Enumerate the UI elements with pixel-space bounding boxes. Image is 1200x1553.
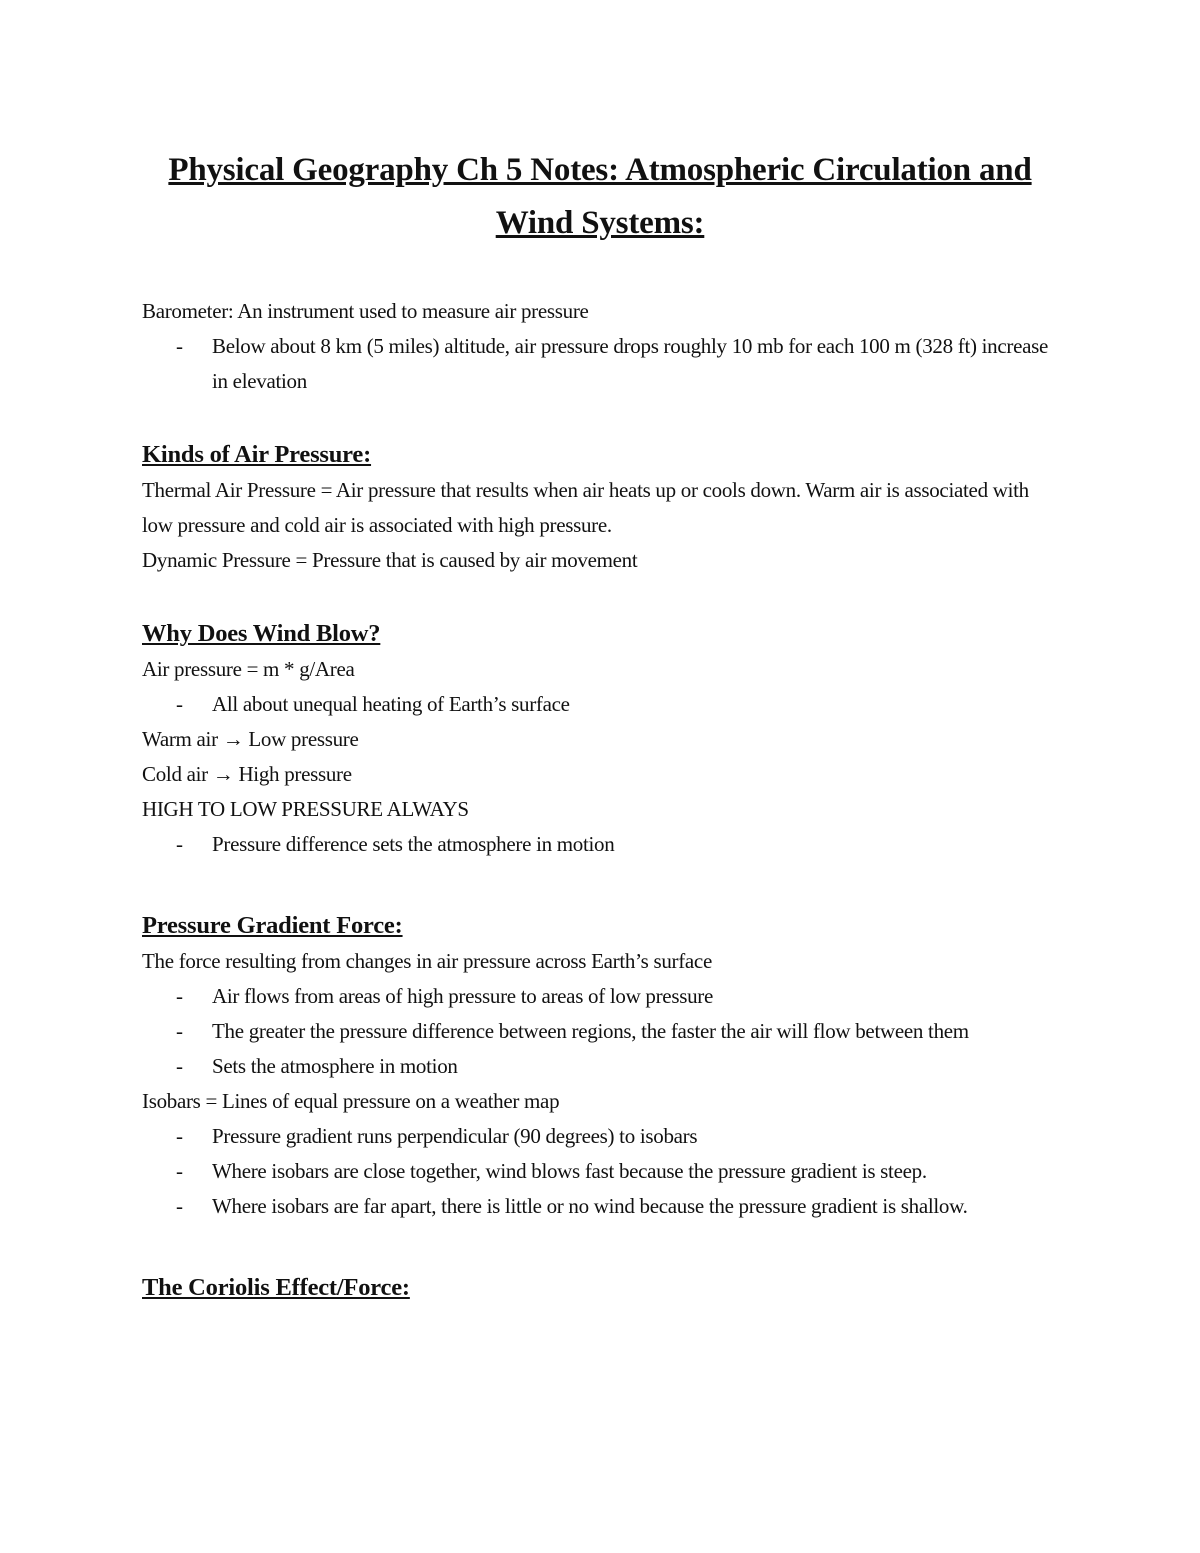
list-item [142, 1154, 1058, 1189]
bullet-text: Sets the atmosphere in motion [212, 1054, 458, 1078]
document-title: Physical Geography Ch 5 Notes: Atmospheric Circulation and Wind Systems: [168, 152, 1032, 241]
air-pressure-formula: Air pressure = m * g/Area [142, 657, 355, 681]
bullet-marker: - [176, 1054, 183, 1078]
high-to-low-line: HIGH TO LOW PRESSURE ALWAYS [142, 797, 469, 821]
isobar-bullets [142, 1119, 1058, 1224]
bullet-text: The greater the pressure difference between regions, the faster the air will flow between them [212, 1019, 969, 1043]
formula-bullets [142, 687, 1058, 722]
bullet-marker: - [176, 1019, 183, 1043]
spacer [142, 578, 1058, 615]
bullet-text: All about unequal heating of Earth’s surface [212, 692, 570, 716]
section-heading-coriolis: The Coriolis Effect/Force: [142, 1274, 410, 1301]
bullet-marker: - [176, 1194, 183, 1218]
spacer [142, 399, 1058, 436]
bullet-text: Below about 8 km (5 miles) altitude, air pressure drops roughly 10 mb for each 100 m (328 ft) increase in elevation [212, 334, 1049, 393]
bullet-text: Air flows from areas of high pressure to areas of low pressure [212, 984, 713, 1008]
list-item [142, 1049, 1058, 1084]
list-item [142, 979, 1058, 1014]
high-to-low-bullets [142, 827, 1058, 862]
bullet-marker: - [176, 692, 183, 716]
spacer [142, 1224, 1058, 1269]
bullet-marker: - [176, 832, 183, 856]
bullet-text: Where isobars are close together, wind blows fast because the pressure gradient is steep. [212, 1159, 927, 1183]
bullet-marker: - [176, 984, 183, 1008]
pgf-definition: The force resulting from changes in air pressure across Earth’s surface [142, 949, 712, 973]
list-item [142, 1189, 1058, 1224]
warm-air-line: Warm air → Low pressure [142, 727, 359, 751]
pgf-definition-bullets [142, 979, 1058, 1084]
list-item [142, 1119, 1058, 1154]
list-item [142, 329, 1058, 399]
list-item [142, 687, 1058, 722]
bullet-text: Where isobars are far apart, there is little or no wind because the pressure gradient is shallow. [212, 1194, 968, 1218]
isobars-definition: Isobars = Lines of equal pressure on a weather map [142, 1089, 560, 1113]
cold-air-line: Cold air → High pressure [142, 762, 352, 786]
bullet-marker: - [176, 1124, 183, 1148]
bullet-marker: - [176, 1159, 183, 1183]
barometer-bullets [142, 329, 1058, 399]
list-item [142, 1014, 1058, 1049]
barometer-definition: Barometer: An instrument used to measure air pressure [142, 299, 589, 323]
bullet-text: Pressure difference sets the atmosphere in motion [212, 832, 615, 856]
bullet-text: Pressure gradient runs perpendicular (90 degrees) to isobars [212, 1124, 698, 1148]
thermal-pressure-definition: Thermal Air Pressure = Air pressure that results when air heats up or cools down. Warm air is associated with low pressure and cold air is associated with high pressure. [142, 478, 1029, 537]
section-heading-why-does-wind-blow: Why Does Wind Blow? [142, 620, 381, 647]
bullet-marker: - [176, 334, 183, 358]
dynamic-pressure-definition: Dynamic Pressure = Pressure that is caused by air movement [142, 548, 638, 572]
spacer [142, 862, 1058, 907]
section-heading-pressure-gradient-force: Pressure Gradient Force: [142, 912, 403, 939]
section-heading-kinds-of-air-pressure: Kinds of Air Pressure: [142, 441, 372, 468]
list-item [142, 827, 1058, 862]
